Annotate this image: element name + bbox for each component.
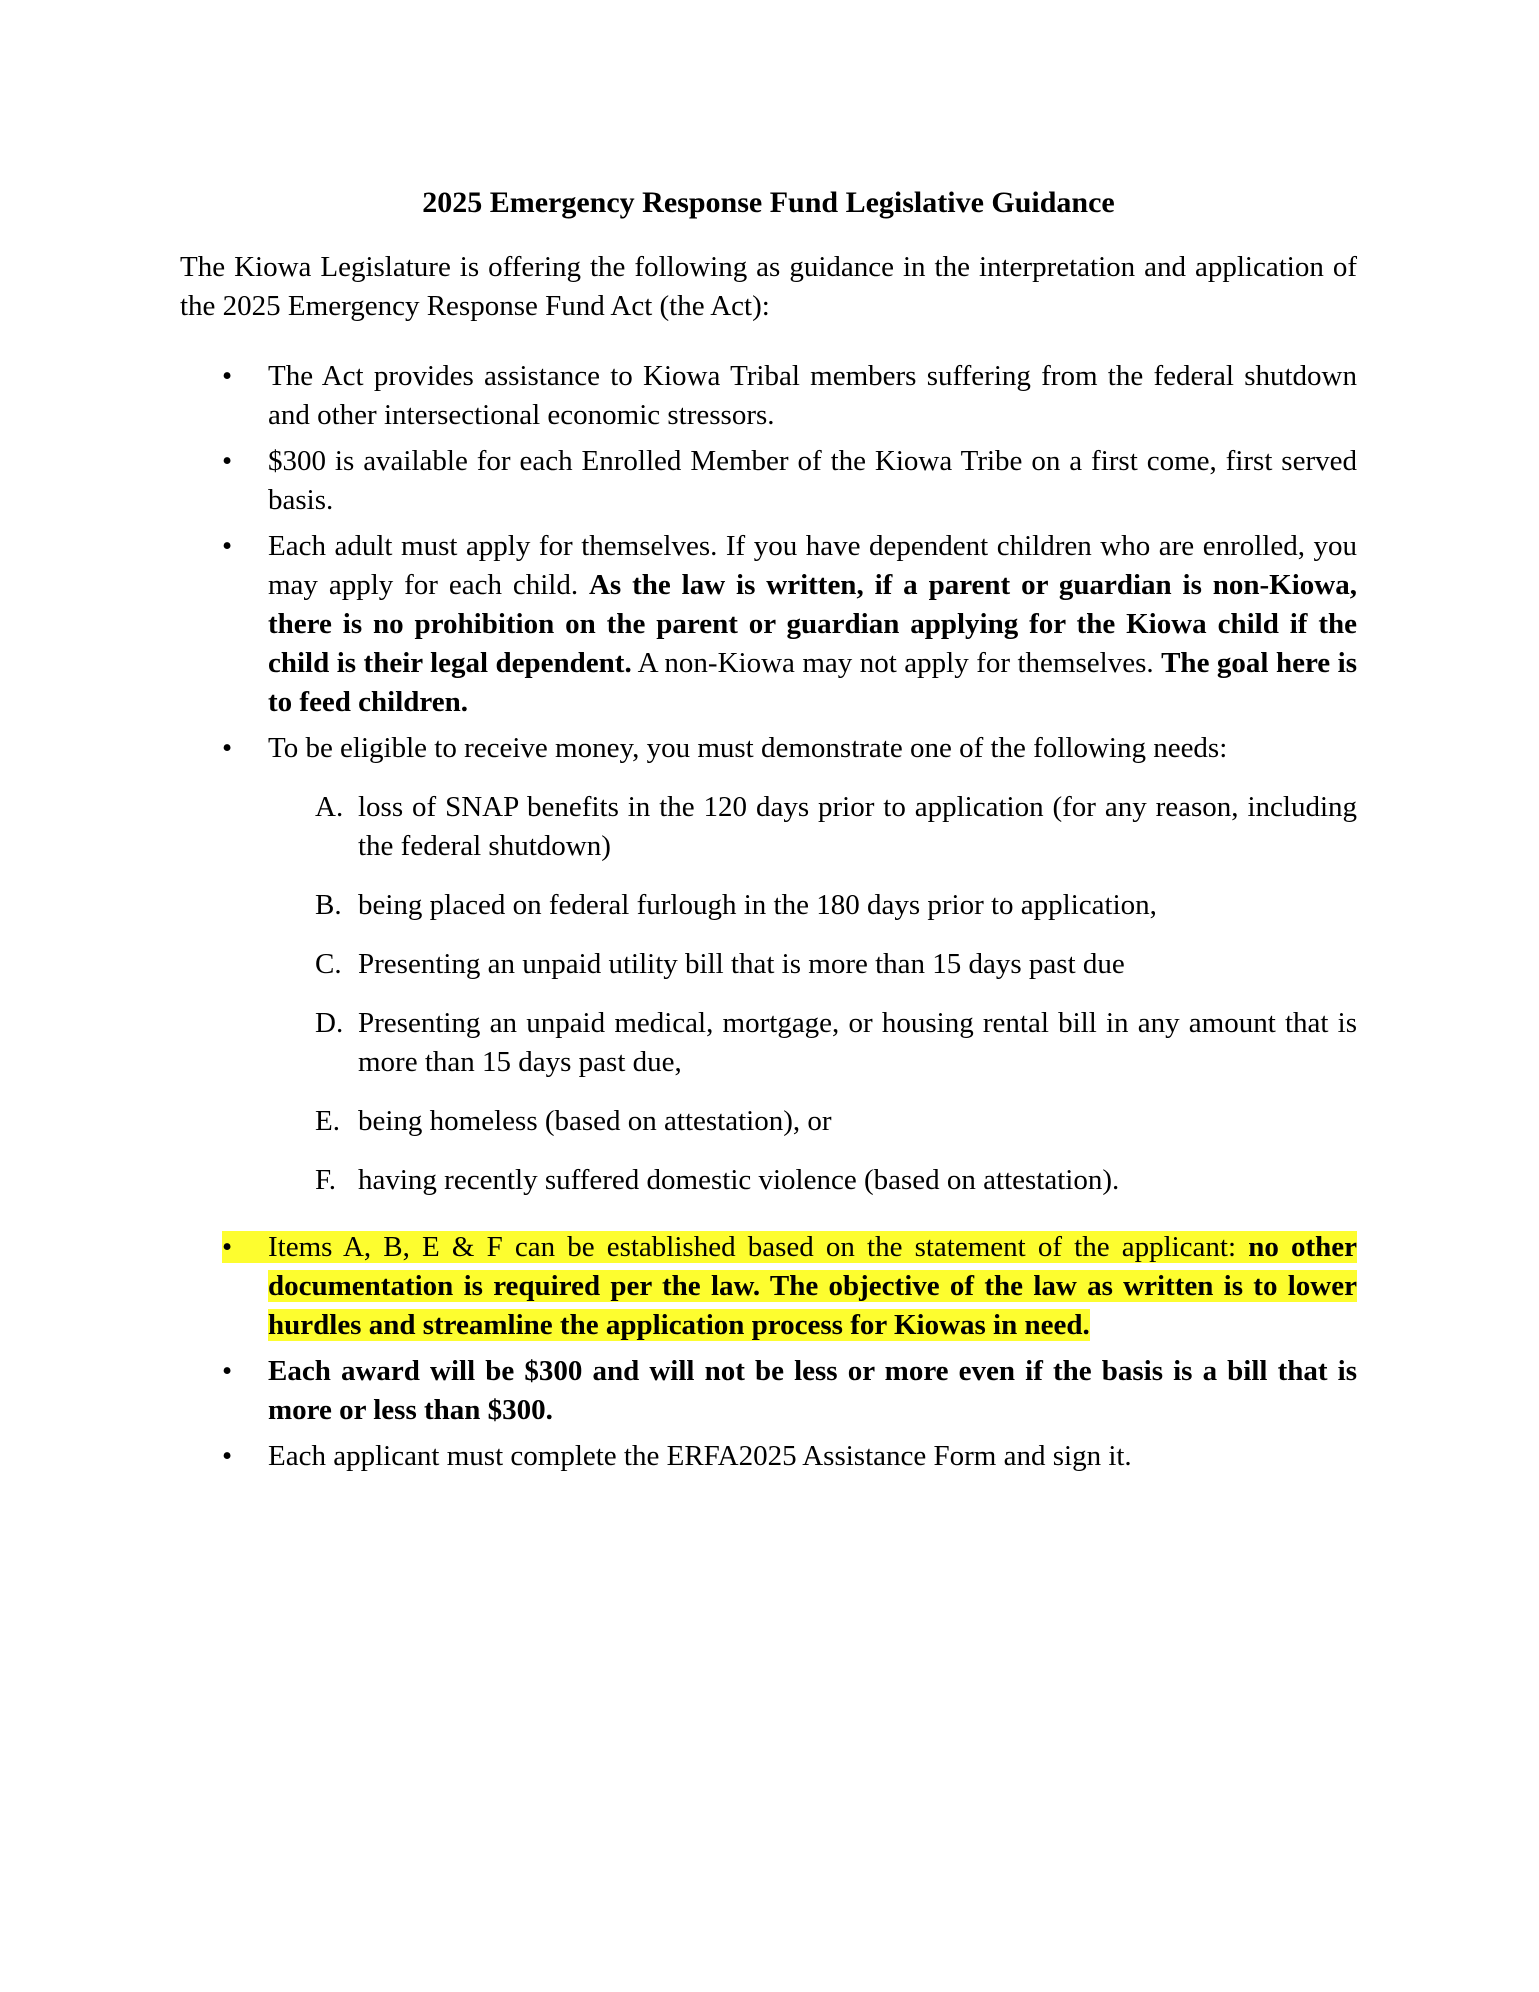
- bullet-item-apply-rules: [180, 527, 1357, 722]
- highlight-span: [222, 1231, 1357, 1341]
- bullet-marker: •: [222, 360, 233, 392]
- need-item-d: [180, 1004, 1357, 1082]
- bullet-item-act-assistance: [180, 357, 1357, 435]
- bullet-item-eligibility: [180, 729, 1357, 768]
- bullet-item-highlighted-documentation: [180, 1228, 1357, 1345]
- need-text-c: Presenting an unpaid utility bill that is more than 15 days past due: [358, 948, 1125, 980]
- highlight-text-bold: no other documentation is required per the law. The objective of the law as written is to lower hurdles and streamline the application process for Kiowas in need.: [268, 1231, 1357, 1341]
- need-marker-c: C.: [315, 948, 342, 980]
- bullet-item-award-amount: [180, 1352, 1357, 1430]
- bullet-marker: •: [222, 530, 233, 562]
- need-text-f: having recently suffered domestic violence (based on attestation).: [358, 1164, 1120, 1196]
- bullet-marker: •: [222, 1355, 233, 1387]
- bullet-item-assistance-form: [180, 1437, 1357, 1476]
- bullet-text-bold-goal: The goal here is to feed children.: [268, 647, 1357, 718]
- intro-paragraph: The Kiowa Legislature is offering the following as guidance in the interpretation and application of the 2025 Emergency Response Fund Act (the Act):: [180, 251, 1357, 322]
- need-item-a: [180, 788, 1357, 866]
- bullet-text-bold-award: Each award will be $300 and will not be less or more even if the basis is a bill that is more or less than $300.: [268, 1355, 1357, 1426]
- bullet-text: To be eligible to receive money, you must demonstrate one of the following needs:: [268, 732, 1228, 764]
- bullet-text-lead: Each adult must apply for themselves. If you have dependent children who are enrolled, you may apply for each child.: [268, 530, 1357, 601]
- need-item-f: [180, 1161, 1357, 1200]
- need-marker-d: D.: [315, 1007, 344, 1039]
- bullet-item-amount-available: [180, 442, 1357, 520]
- need-item-b: [180, 886, 1357, 925]
- bullet-text: The Act provides assistance to Kiowa Tribal members suffering from the federal shutdown and other intersectional economic stressors.: [268, 360, 1357, 431]
- bullet-text: $300 is available for each Enrolled Member of the Kiowa Tribe on a first come, first served basis.: [268, 445, 1357, 516]
- guidance-bullet-list: [180, 357, 1357, 1476]
- bullet-marker: •: [222, 732, 233, 764]
- need-item-e: [180, 1102, 1357, 1141]
- need-text-b: being placed on federal furlough in the 180 days prior to application,: [358, 889, 1157, 921]
- need-text-a: loss of SNAP benefits in the 120 days prior to application (for any reason, including the federal shutdown): [358, 791, 1357, 862]
- bullet-text-bold-parent-guardian: As the law is written, if a parent or guardian is non-Kiowa, there is no prohibition on the parent or guardian applying for the Kiowa child if the child is their legal dependent.: [268, 569, 1357, 679]
- need-item-c: [180, 945, 1357, 984]
- bullet-marker: •: [222, 445, 233, 477]
- highlight-text-lead: Items A, B, E & F can be established based on the statement of the applicant:: [268, 1231, 1249, 1263]
- need-marker-e: E.: [315, 1105, 340, 1137]
- page-title: 2025 Emergency Response Fund Legislative Guidance: [422, 186, 1115, 219]
- bullet-text-mid: A non-Kiowa may not apply for themselves.: [631, 647, 1162, 679]
- need-marker-f: F.: [315, 1164, 337, 1196]
- need-marker-a: A.: [315, 791, 344, 823]
- need-text-d: Presenting an unpaid medical, mortgage, or housing rental bill in any amount that is more than 15 days past due,: [358, 1007, 1357, 1078]
- bullet-marker: •: [222, 1440, 233, 1472]
- bullet-text: Each applicant must complete the ERFA2025 Assistance Form and sign it.: [268, 1440, 1132, 1472]
- need-marker-b: B.: [315, 889, 342, 921]
- need-text-e: being homeless (based on attestation), or: [358, 1105, 832, 1137]
- bullet-marker: •: [222, 1231, 233, 1263]
